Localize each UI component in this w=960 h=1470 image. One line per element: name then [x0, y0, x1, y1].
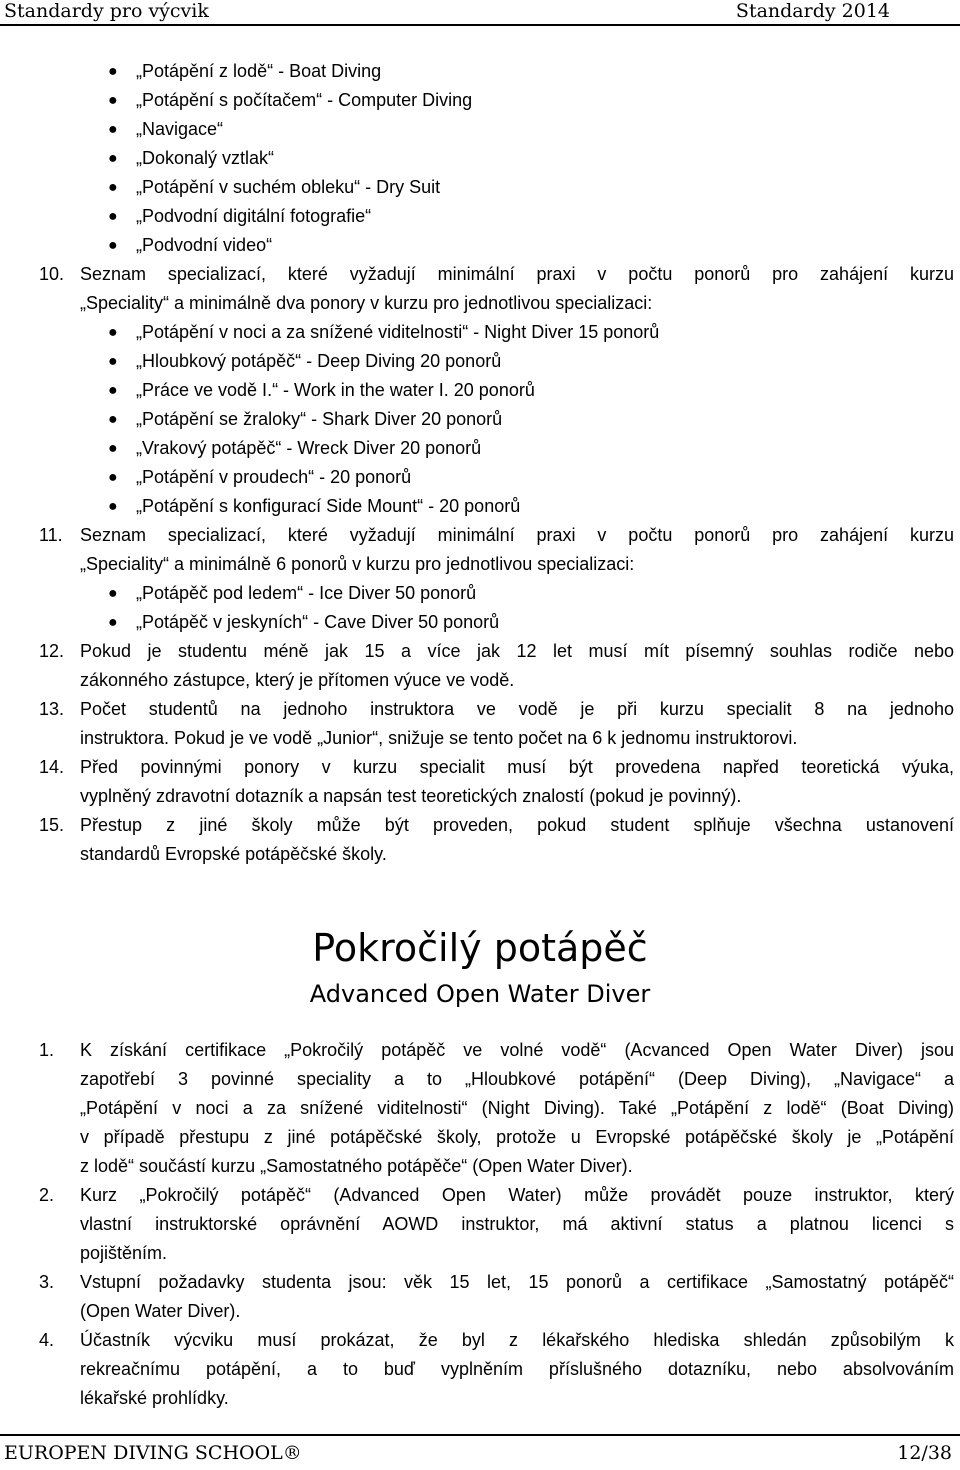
list-item: ● „Potápění z lodě“ - Boat Diving: [0, 57, 960, 86]
list-item: ● „Potápěč v jeskyních“ - Cave Diver 50 ponorů: [0, 608, 960, 637]
numbered-item-10: 10. Seznam specializací, které vyžadují minimální praxi v počtu ponorů pro zahájení kurzu: [39, 264, 954, 284]
header-year: Standardy 2014: [735, 0, 890, 22]
numbered-item-4: 4. Účastník výcviku musí prokázat, že byl z lékařského hlediska shledán způsobilým k: [39, 1330, 954, 1350]
bullet-icon: ●: [108, 382, 118, 399]
numbered-item-12: 12. Pokud je studentu méně jak 15 a více jak 12 let musí mít písemný souhlas rodiče nebo: [39, 641, 954, 661]
numbered-item-15: 15. Přestup z jiné školy může být proveden, pokud student splňuje všechna ustanovení: [39, 815, 954, 835]
footer-school-name: EUROPEN DIVING SCHOOL®: [4, 1442, 302, 1464]
list-item: ● „Dokonalý vztlak“: [0, 144, 960, 173]
bullet-icon: ●: [108, 121, 118, 138]
section-subtitle: Advanced Open Water Diver: [309, 980, 651, 1008]
bullet-icon: ●: [108, 92, 118, 109]
list-item: ● „Navigace“: [0, 115, 960, 144]
list-item: ● „Vrakový potápěč“ - Wreck Diver 20 ponorů: [0, 434, 960, 463]
section-title: Pokročilý potápěč: [312, 926, 648, 970]
numbered-item-1-continued: z lodě“ součástí kurzu „Samostatného potápěče“ (Open Water Diver).: [80, 1156, 633, 1176]
list-item: ● „Potápění s konfigurací Side Mount“ - 20 ponorů: [0, 492, 960, 521]
bullet-icon: ●: [108, 614, 118, 631]
header-title: Standardy pro výcvik: [4, 0, 209, 22]
list-item: ● „Podvodní digitální fotografie“: [0, 202, 960, 231]
numbered-item-1: 1. K získání certifikace „Pokročilý potápěč ve volné vodě“ (Acvanced Open Water Diver) jsou: [39, 1040, 954, 1060]
numbered-item-1-continued: zapotřebí 3 povinné speciality a to „Hloubkové potápění“ (Deep Diving), „Navigace“ a: [80, 1069, 954, 1089]
numbered-item-4-continued: rekreačnímu potápění, a to buď vyplněním příslušného dotazníku, nebo absolvováním: [80, 1359, 954, 1379]
list-item: ● „Podvodní video“: [0, 231, 960, 260]
bullet-icon: ●: [108, 179, 118, 196]
numbered-item-13: 13. Počet studentů na jednoho instruktora ve vodě je při kurzu specialit 8 na jednoho: [39, 699, 954, 719]
bullet-icon: ●: [108, 237, 118, 254]
list-item: ● „Potápění s počítačem“ - Computer Diving: [0, 86, 960, 115]
numbered-item-1-continued: v případě přestupu z jiné potápěčské školy, protože u Evropské potápěčské školy je „Potápění: [80, 1127, 954, 1147]
bullet-icon: ●: [108, 498, 118, 515]
numbered-item-4-continued: lékařské prohlídky.: [80, 1388, 229, 1408]
list-item: ● „Práce ve vodě I.“ - Work in the water I. 20 ponorů: [0, 376, 960, 405]
numbered-item-2: 2. Kurz „Pokročilý potápěč“ (Advanced Open Water) může provádět pouze instruktor, který: [39, 1185, 954, 1205]
list-item: ● „Potápění v proudech“ - 20 ponorů: [0, 463, 960, 492]
numbered-item-13-continued: instruktora. Pokud je ve vodě „Junior“, snižuje se tento počet na 6 k jednomu instruktorovi.: [80, 728, 798, 748]
list-item: ● „Potápění se žraloky“ - Shark Diver 20 ponorů: [0, 405, 960, 434]
advanced-course-list: [0, 1036, 960, 1413]
bullet-icon: ●: [108, 208, 118, 225]
bullet-icon: ●: [108, 353, 118, 370]
bullet-icon: ●: [108, 324, 118, 341]
bullet-icon: ●: [108, 440, 118, 457]
numbered-item-3-continued: (Open Water Diver).: [80, 1301, 241, 1321]
numbered-item-10-continued: „Speciality“ a minimálně dva ponory v kurzu pro jednotlivou specializaci:: [80, 293, 653, 313]
bullet-icon: ●: [108, 150, 118, 167]
list-item: ● „Hloubkový potápěč“ - Deep Diving 20 ponorů: [0, 347, 960, 376]
numbered-item-2-continued: vlastní instruktorské oprávnění AOWD instruktor, má aktivní status a platnou licenci s: [80, 1214, 954, 1234]
document-body: [0, 57, 960, 869]
numbered-item-3: 3. Vstupní požadavky studenta jsou: věk 15 let, 15 ponorů a certifikace „Samostatný potápěč“: [39, 1272, 954, 1292]
bullet-icon: ●: [108, 411, 118, 428]
section-heading: [0, 920, 960, 1012]
numbered-item-11-continued: „Speciality“ a minimálně 6 ponorů v kurzu pro jednotlivou specializaci:: [80, 554, 635, 574]
numbered-item-2-continued: pojištěním.: [80, 1243, 168, 1263]
numbered-item-1-continued: „Potápění v noci a za snížené viditelnosti“ (Night Diving). Také „Potápění z lodě“ (Boat Diving): [80, 1098, 954, 1118]
bullet-icon: ●: [108, 585, 118, 602]
page-header: [0, 0, 960, 26]
list-item: ● „Potápěč pod ledem“ - Ice Diver 50 ponorů: [0, 579, 960, 608]
bullet-icon: ●: [108, 469, 118, 486]
numbered-item-11: 11. Seznam specializací, které vyžadují minimální praxi v počtu ponorů pro zahájení kurzu: [39, 525, 954, 545]
numbered-item-15-continued: standardů Evropské potápěčské školy.: [80, 844, 387, 864]
list-item: ● „Potápění v suchém obleku“ - Dry Suit: [0, 173, 960, 202]
page-footer: [0, 1434, 960, 1470]
bullet-icon: ●: [108, 63, 118, 80]
page-number: 12/38: [897, 1442, 952, 1464]
numbered-item-14-continued: vyplněný zdravotní dotazník a napsán test teoretických znalostí (pokud je povinný).: [80, 786, 742, 806]
list-item: ● „Potápění v noci a za snížené viditelnosti“ - Night Diver 15 ponorů: [0, 318, 960, 347]
numbered-item-12-continued: zákonného zástupce, který je přítomen výuce ve vodě.: [80, 670, 515, 690]
numbered-item-14: 14. Před povinnými ponory v kurzu specialit musí být provedena napřed teoretická výuka,: [39, 757, 954, 777]
